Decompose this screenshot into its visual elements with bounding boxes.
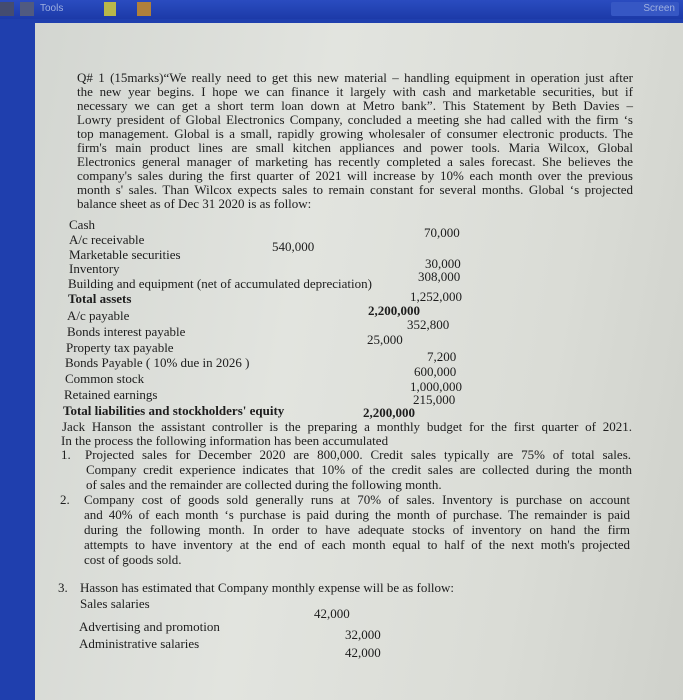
app-icon[interactable]: [0, 2, 14, 16]
question-line: firm's main product lines are small kitchen appliances and power tools. Maria Wilcox, Global: [77, 140, 633, 155]
item-line: during the following month. In order to have adequate stocks of inventory on hand the firm: [84, 522, 630, 537]
expense-label: Administrative salaries: [79, 636, 200, 651]
bs-label: Marketable securities: [69, 247, 181, 262]
bs-value: 2,200,000: [363, 405, 415, 420]
item-line: Projected sales for December 2020 are 800,000. Credit sales typically are 75% of total sales.: [85, 447, 631, 462]
bs-value: 600,000: [414, 364, 457, 379]
item-line: Hasson has estimated that Company monthly expense will be as follow:: [80, 580, 455, 595]
expense-value: 42,000: [314, 606, 350, 621]
bs-value: 1,000,000: [410, 379, 462, 394]
question-line: Lowry president of Global Electronics Company, concluded a meeting she had called with the firm ‘s: [77, 112, 633, 127]
item-line: Company cost of goods sold generally runs at 70% of sales. Inventory is purchase on account: [84, 492, 630, 507]
item-line: and 40% of each month ‘s purchase is paid during the month of purchase. The remainder is paid: [84, 507, 630, 522]
bs-label: Property tax payable: [66, 340, 174, 355]
bs-label: Bonds Payable ( 10% due in 2026 ): [65, 355, 250, 370]
bs-label: Common stock: [65, 371, 145, 386]
item-line: attempts to have inventory at the end of each month equal to half of the next moth's projected: [84, 537, 630, 552]
bs-label: Total assets: [68, 291, 132, 306]
item-line: of sales and the remainder are collected during the following month.: [86, 477, 442, 492]
item-number: 2.: [60, 492, 70, 507]
question-line: the new year begins. I hope we can finance it largely with cash and marketable securities, but if: [77, 84, 633, 99]
item-line: cost of goods sold.: [84, 552, 182, 567]
question-line: month s' sales. Than Wilcox expects sales to remain constant for several months. Global ‘s projected: [77, 182, 633, 197]
expense-value: 32,000: [345, 627, 381, 642]
expense-label: Advertising and promotion: [79, 619, 220, 634]
bs-value: 352,800: [407, 317, 450, 332]
screen-button[interactable]: Screen: [611, 2, 679, 16]
bs-value: 1,252,000: [410, 289, 462, 304]
intro-line: Jack Hanson the assistant controller is the preparing a monthly budget for the first quarter of 2021.: [62, 419, 632, 434]
expense-label: Sales salaries: [80, 596, 150, 611]
bs-label: Inventory: [69, 261, 120, 276]
question-line: Electronics general manager of marketing has recently completed a sales forecast. She believes the: [77, 154, 633, 169]
toolbar: [0, 0, 683, 19]
bs-value: 70,000: [424, 225, 460, 240]
bs-label: Bonds interest payable: [67, 324, 186, 339]
bs-label: A/c payable: [67, 308, 130, 323]
question-line: balance sheet as of Dec 31 2020 is as follow:: [77, 196, 312, 211]
question-line: company's sales during the first quarter of 2021 will increase by 10% each month over the previous: [77, 168, 633, 183]
bs-value: 308,000: [418, 269, 461, 284]
bs-value: 2,200,000: [368, 303, 420, 318]
bs-label: Cash: [69, 217, 95, 232]
bs-value: 215,000: [413, 392, 456, 407]
bs-value: 7,200: [427, 349, 457, 364]
bs-label: Retained earnings: [64, 387, 158, 402]
bs-value: 25,000: [367, 332, 403, 347]
question-line: top management. Global is a small, rapidly growing wholesaler of consumer electronic products. The: [77, 126, 633, 141]
question-line: necessary we can get a short term loan down at Metro bank”. This Statement by Beth Davies –: [77, 98, 633, 113]
item-number: 1.: [61, 447, 71, 462]
expense-value: 42,000: [345, 645, 381, 660]
folder-icon[interactable]: [137, 2, 151, 16]
item-line: Company credit experience indicates that 10% of the credit sales are collected during the month: [86, 462, 632, 477]
bs-value: 540,000: [272, 239, 315, 254]
bs-label: A/c receivable: [69, 232, 145, 247]
bs-label: Total liabilities and stockholders' equity: [63, 403, 285, 418]
question-line: Q# 1 (15marks)“We really need to get this new material – handling equipment in operation just after: [77, 70, 633, 85]
intro-line: In the process the following information has been accumulated: [61, 433, 389, 448]
tools-menu[interactable]: Tools: [40, 3, 64, 14]
item-number: 3.: [58, 580, 68, 595]
pin-icon[interactable]: [20, 2, 34, 16]
highlighter-icon[interactable]: [104, 2, 116, 16]
bs-label: Building and equipment (net of accumulated depreciation): [68, 276, 372, 291]
bs-value: 30,000: [425, 256, 461, 271]
